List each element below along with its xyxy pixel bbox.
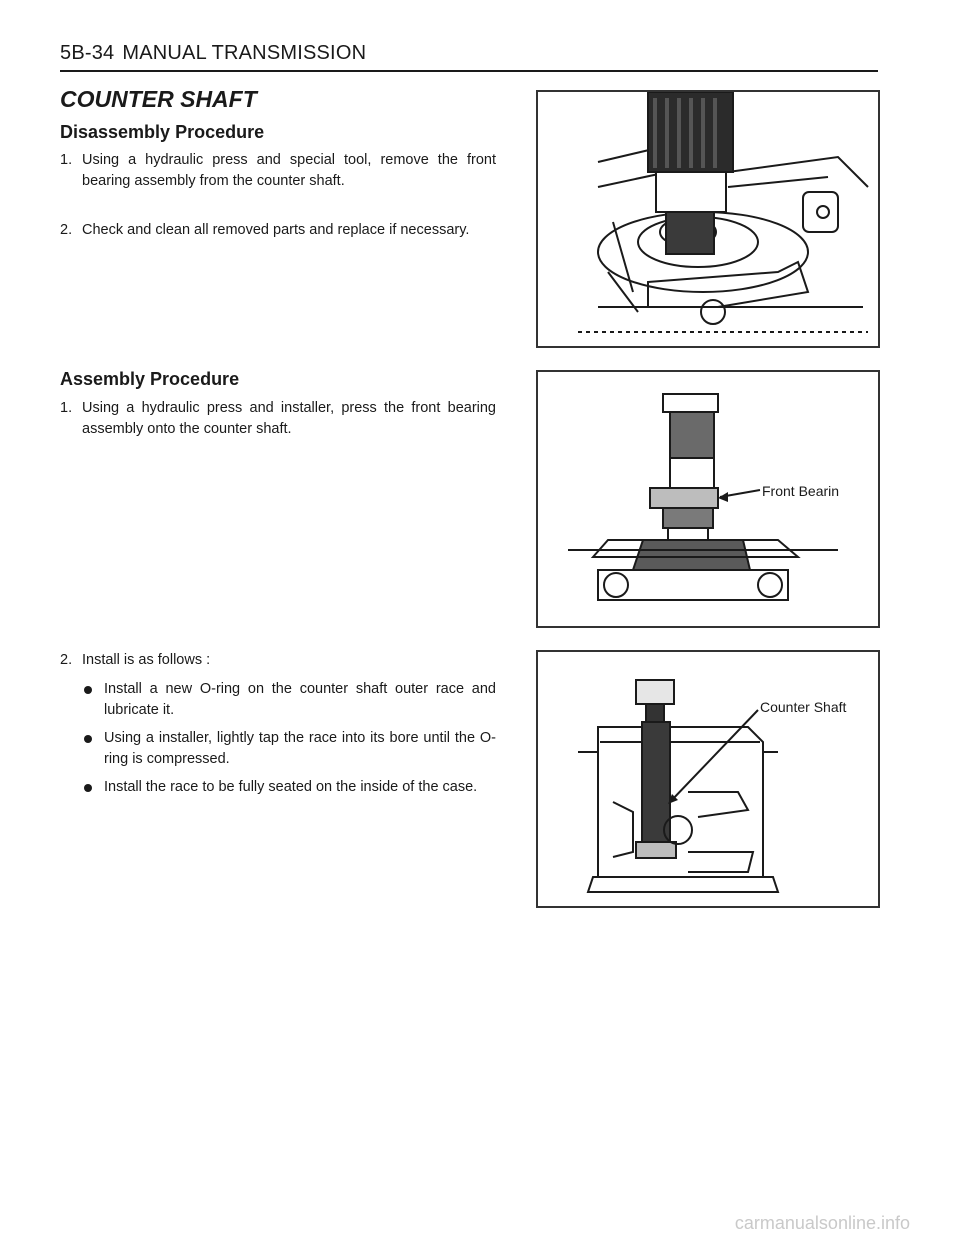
figure-counter-shaft: [536, 650, 880, 908]
step-number: 2.: [60, 222, 73, 238]
step-text: Check and clean all removed parts and replace if necessary.: [82, 222, 470, 238]
step-number: 2.: [60, 652, 73, 668]
watermark: carmanualsonline.info: [734, 1213, 910, 1233]
step-number: 1.: [60, 152, 73, 168]
section-number: 5B-34: [60, 42, 115, 64]
step-text: Using a hydraulic press and installer, press the front bearing assembly onto the counter shaft.: [82, 400, 496, 437]
bullet-icon: [84, 686, 92, 694]
section-title: MANUAL TRANSMISSION: [122, 42, 367, 64]
figure-bearing-install: [536, 370, 880, 628]
press-removal-illustration: [538, 92, 878, 346]
list-item: Install the race to be fully seated on the inside of the case.: [82, 777, 496, 798]
page-header: [60, 42, 878, 74]
bullet-icon: [84, 735, 92, 743]
figure-bearing-removal: [536, 90, 880, 348]
step-text: Using a hydraulic press and special tool, remove the front bearing assembly from the counter shaft.: [82, 152, 496, 189]
assembly-heading: Assembly Procedure: [60, 369, 240, 389]
assembly-step-2: [60, 650, 496, 805]
front-bearing-label: Front Bearin: [762, 483, 840, 499]
bullet-icon: [84, 784, 92, 792]
press-install-illustration: [538, 372, 878, 626]
list-item: Using a installer, lightly tap the race into its bore until the O-ring is compressed.: [82, 728, 496, 770]
bullet-list: [60, 679, 496, 798]
header-divider: [60, 70, 878, 72]
disassembly-step-1: [60, 150, 496, 192]
counter-shaft-illustration: [538, 652, 878, 906]
disassembly-step-2: [60, 220, 496, 241]
page-title: COUNTER SHAFT: [60, 86, 257, 112]
list-item: Install a new O-ring on the counter shaft outer race and lubricate it.: [82, 679, 496, 721]
counter-shaft-label: Counter Shaft: [760, 699, 847, 715]
disassembly-heading: Disassembly Procedure: [60, 122, 265, 142]
assembly-step-1: [60, 398, 496, 440]
step-number: 1.: [60, 400, 73, 416]
step-text: Install is as follows :: [82, 652, 211, 668]
